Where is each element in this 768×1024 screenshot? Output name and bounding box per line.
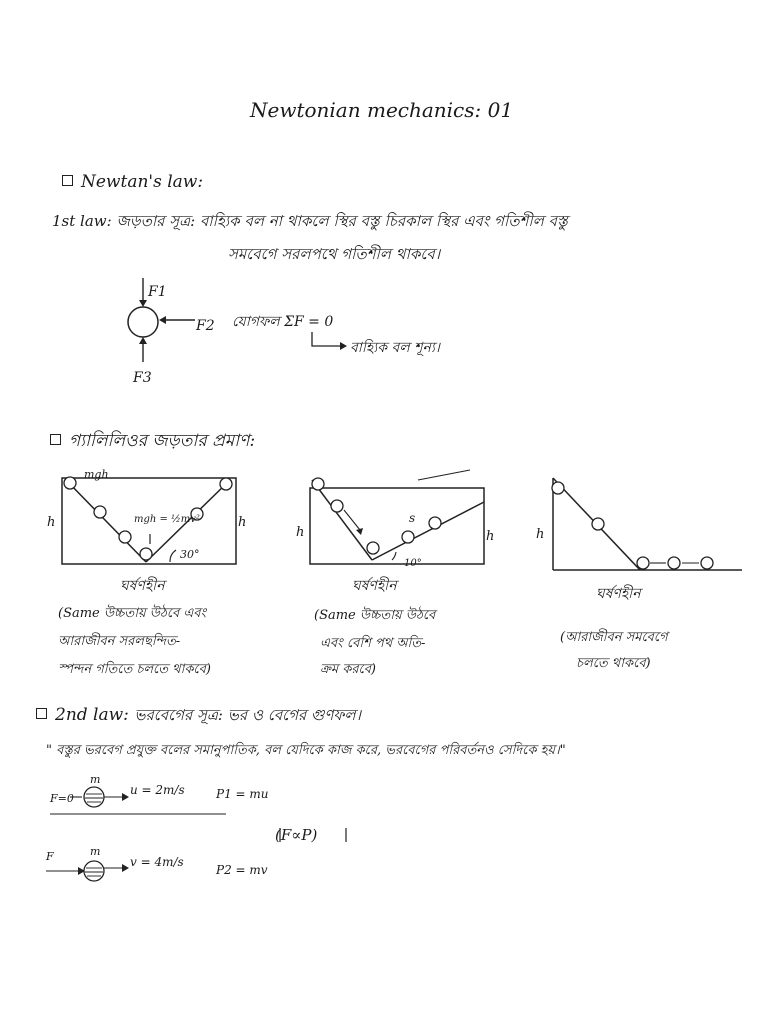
label-angle: 30° — [180, 548, 200, 561]
second-law-text: ভরবেগের সূত্র: ভর ও বেগের গুণফল। — [134, 706, 361, 724]
label-angle: 10° — [404, 558, 422, 569]
row2-momentum: P2 = mv — [216, 863, 268, 877]
diagram-2-note-line2: এবং বেশি পথ অতি- — [320, 636, 426, 651]
diagram-3-caption: ঘর্ষণহীন — [596, 586, 641, 602]
diagram-1-note-line1: (Same উচ্চতায় উঠবে এবং — [58, 606, 207, 621]
label-mgh: mgh — [84, 468, 109, 481]
arrow-right-icon — [122, 793, 129, 801]
label-f3: F3 — [133, 370, 152, 386]
row1-mass: m — [90, 773, 101, 786]
ball — [84, 787, 104, 807]
label-h-right: h — [238, 515, 247, 530]
diagram-3-note-line1: (আরাজীবন সমবেগে — [560, 630, 668, 645]
diagram-2-caption: ঘর্ষণহীন — [352, 578, 397, 594]
force-momentum-relation: (F∝P) — [275, 826, 318, 844]
row2-force: F — [46, 850, 54, 863]
label-h-right: h — [486, 529, 495, 544]
diagram-3-note-line2: চলতে থাকবে) — [576, 656, 651, 671]
label-energy: mgh = ½mv² — [134, 514, 200, 525]
section1-heading: Newtan's law: — [81, 172, 204, 192]
row1-force: F=0 — [50, 792, 74, 805]
row2-mass: m — [90, 845, 101, 858]
label-f2: F2 — [196, 318, 215, 334]
first-law-label: 1st law: — [52, 212, 112, 230]
label-h-left: h — [47, 515, 56, 530]
diagram-1-note-line3: স্পন্দন গতিতে চলতে থাকবে) — [58, 662, 211, 677]
diagram-1-caption: ঘর্ষণহীন — [120, 578, 165, 594]
first-law-line2: সমবেগে সরলপথে গতিশীল থাকবে। — [228, 245, 441, 263]
second-law-label: 2nd law: — [55, 705, 129, 725]
label-f1: F1 — [148, 284, 167, 300]
arrow-right-icon — [122, 864, 129, 872]
zero-force-note: বাহ্যিক বল শূন্য। — [350, 340, 440, 356]
row1-velocity: u = 2m/s — [130, 783, 185, 797]
second-law-quote: " বস্তুর ভরবেগ প্রযুক্ত বলের সমানুপাতিক, বল যেদিকে কাজ করে, ভরবেগের পরিবর্তনও সেদিকে হয়।" — [46, 743, 566, 758]
label-h: h — [536, 527, 545, 542]
ball — [84, 861, 104, 881]
label-h-left: h — [296, 525, 305, 540]
diagram-2-note-line1: (Same উচ্চতায় উঠবে — [314, 608, 436, 623]
section2-heading: গ্যালিলিওর জড়তার প্রমাণ: — [69, 431, 256, 451]
row2-velocity: v = 4m/s — [130, 855, 184, 869]
page-title: Newtonian mechanics: 01 — [250, 98, 514, 122]
first-law-text1: জড়তার সূত্র: বাহ্যিক বল না থাকলে স্থির বস্তু চিরকাল স্থির এবং গতিশীল বস্তু — [116, 212, 568, 230]
sum-of-forces: যোগফল ΣF = 0 — [232, 314, 334, 330]
diagram-1-note-line2: আরাজীবন সরলছন্দিত- — [58, 634, 181, 649]
diagram-2-note-line3: ক্রম করবে) — [320, 662, 376, 677]
label-s: s — [409, 511, 416, 525]
row1-momentum: P1 = mu — [216, 787, 269, 801]
